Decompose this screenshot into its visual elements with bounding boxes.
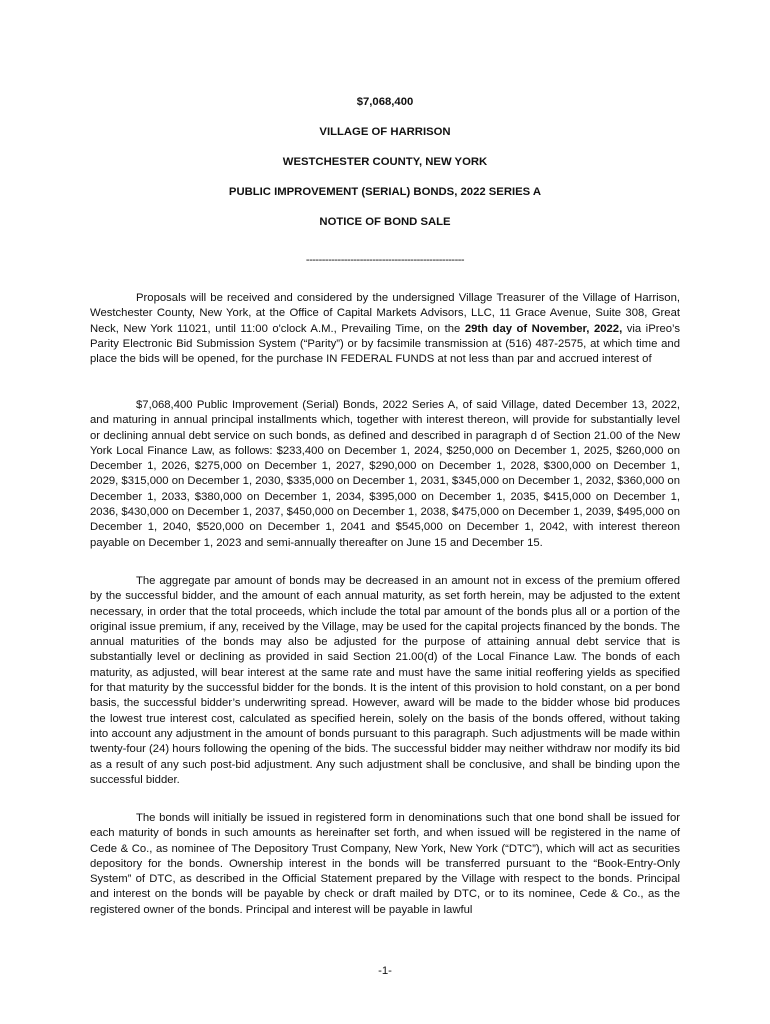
bond-amount-heading: $7,068,400 xyxy=(356,96,414,108)
sale-date-bold: 29th day of November, 2022, xyxy=(464,322,623,335)
county-heading: WESTCHESTER COUNTY, NEW YORK xyxy=(282,156,488,168)
paragraph-registration: The bonds will initially be issued in registered form in denominations such that one bond shall be issued for each maturity of bonds in such amounts as hereinafter set forth, and when issued will be registered in the name of Cede & Co., as nominee of The Depository Trust Company, New York, New York (“DTC”), which will act as securities depository for the bonds. Ownership interest in the bonds will be transferred pursuant to the “Book-Entry-Only System” of DTC, as described in the Official Statement prepared by the Village with respect to the bonds. Principal and interest on the bonds will be payable by check or draft mailed by DTC, or to its nominee, Cede & Co., as the registered owner of the bonds. Principal and interest will be payable in lawful xyxy=(90,812,680,916)
section-divider: -------------------------------------------------- xyxy=(305,254,465,266)
paragraph-proposals xyxy=(90,291,680,367)
paragraph-proposals-text-a: Proposals will be received and considered by the undersigned Village Treasurer of the Village of Harrison, Westchester County, New York, at the Office of Capital Markets Advisors, LLC, 11 Grace Avenue, Suite 308, Great Neck, New York 11021, until 11:00 o'clock A.M., Prevailing Time, on the xyxy=(90,292,680,335)
issuer-heading: VILLAGE OF HARRISON xyxy=(319,126,451,138)
paragraph-adjustments: The aggregate par amount of bonds may be decreased in an amount not in excess of the premium offered by the successful bidder, and the amount of each annual maturity, as set forth herein, may be adjusted to the extent necessary, in order that the total proceeds, which include the total par amount of the bonds plus all or a portion of the original issue premium, if any, received by the Village, may be used for the capital projects financed by the bonds. The annual maturities of the bonds may also be adjusted for the purpose of attaining annual debt service that is substantially level or declining as provided in said Section 21.00(d) of the Local Finance Law. The bonds of each maturity, as adjusted, will bear interest at the same rate and must have the same initial reoffering yields as specified for that maturity by the successful bidder for the bonds. It is the intent of this provision to hold constant, on a per bond basis, the successful bidder’s underwriting spread. However, award will be made to the bidder whose bid produces the lowest true interest cost, calculated as specified herein, solely on the basis of the bonds offered, without taking into account any adjustment in the amount of bonds pursuant to this paragraph. Such adjustments will be made within twenty-four (24) hours following the opening of the bids. The successful bidder may neither withdraw nor modify its bid as a result of any such post-bid adjustment. Any such adjustment shall be conclusive, and shall be binding upon the successful bidder. xyxy=(90,575,680,786)
paragraph-proposals-text-b: via iPreo’s Parity Electronic Bid Submission System (“Parity”) or by facsimile transmission at (516) 487-2575, at which time and place the bids will be opened, for the purchase IN FEDERAL FUNDS at not less than par and accrued interest of xyxy=(90,322,681,366)
paragraph-maturities: $7,068,400 Public Improvement (Serial) Bonds, 2022 Series A, of said Village, dated December 13, 2022, and maturing in annual principal installments which, together with interest thereon, will provide for substantially level or declining annual debt service on such bonds, as defined and described in paragraph d of Section 21.00 of the New York Local Finance Law, as follows: $233,400 on December 1, 2024, $250,000 on December 1, 2025, $260,000 on December 1, 2026, $275,000 on December 1, 2027, $290,000 on December 1, 2028, $300,000 on December 1, 2029, $315,000 on December 1, 2030, $335,000 on December 1, 2031, $345,000 on December 1, 2032, $360,000 on December 1, 2033, $380,000 on December 1, 2034, $395,000 on December 1, 2035, $415,000 on December 1, 2036, $430,000 on December 1, 2037, $450,000 on December 1, 2038, $475,000 on December 1, 2039, $495,000 on December 1, 2040, $520,000 on December 1, 2041 and $545,000 on December 1, 2042, with interest thereon payable on December 1, 2023 and semi-annually thereafter on June 15 and December 15. xyxy=(90,399,680,549)
page-number: -1- xyxy=(378,965,392,977)
notice-heading: NOTICE OF BOND SALE xyxy=(319,216,451,228)
bond-title-heading: PUBLIC IMPROVEMENT (SERIAL) BONDS, 2022 SERIES A xyxy=(228,186,542,198)
